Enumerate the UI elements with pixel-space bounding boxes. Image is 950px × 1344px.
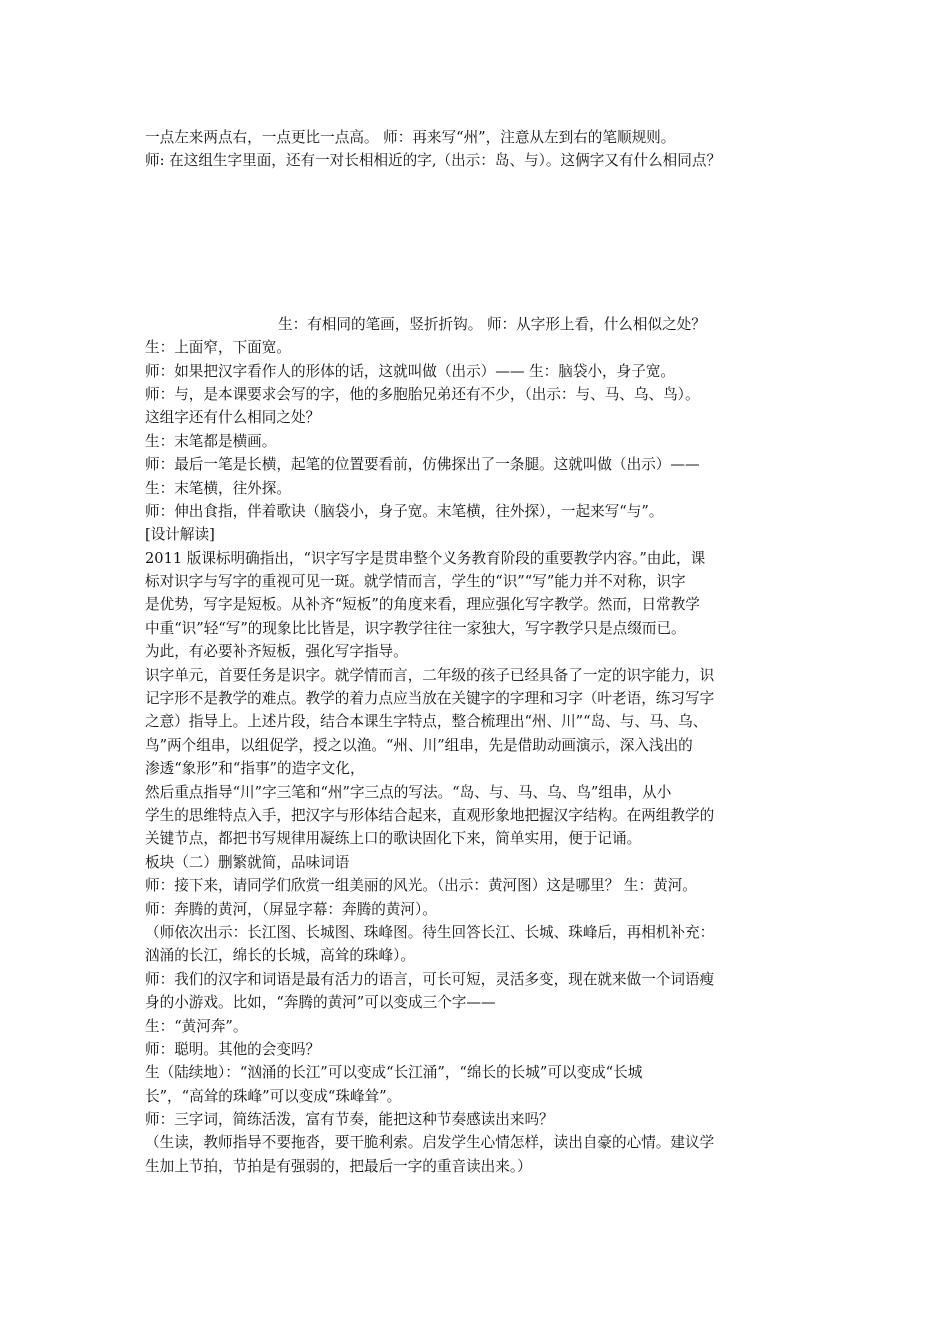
text-line: 生：末笔横，往外探。: [145, 479, 291, 497]
text-line: 汹涌的长江，绵长的长城，高耸的珠峰）。: [145, 947, 415, 965]
text-line: [设计解读]: [145, 526, 215, 544]
text-line: 是优势，写字是短板。从补齐“短板”的角度来看，理应强化写字教学。然而，日常教学: [145, 596, 700, 614]
text-line: 师：与，是本课要求会写的字，他的多胞胎兄弟还有不少，（出示：与、马、乌、鸟）。: [145, 385, 700, 403]
text-line: 标对识字与写字的重视可见一斑。就学情而言，学生的“识”“写”能力并不对称，识字: [145, 573, 686, 591]
text-line: 生：末笔都是横画。: [145, 432, 277, 450]
text-line: 师：最后一笔是长横，起笔的位置要看前，仿佛探出了一条腿。这就叫做（出示）——: [145, 456, 700, 474]
text-line: 一点左来两点右，一点更比一点高。 师：再来写“州”，注意从左到右的笔顺规则。: [145, 129, 676, 146]
text-line: 师：如果把汉字看作人的形体的话，这就叫做（出示）—— 生：脑袋小，身子宽。: [145, 362, 676, 380]
text-line: （生读，教师指导不要拖沓，要干脆利索。启发学生心情怎样，读出自豪的心情。建议学: [145, 1134, 715, 1152]
text-line: 关键节点，都把书写规律用凝练上口的歌诀固化下来，简单实用，便于记诵。: [145, 830, 642, 848]
text-line: 生：上面窄，下面宽。: [145, 339, 291, 357]
text-line: 师：聪明。其他的会变吗？: [145, 1040, 321, 1058]
text-line: 生加上节拍，节拍是有强弱的，把最后一字的重音读出来。）: [145, 1157, 532, 1175]
text-line: 然后重点指导“川”字三笔和“州”字三点的写法。“岛、与、马、乌、鸟”组串，从小: [145, 783, 672, 801]
text-line: 学生的思维特点入手，把汉字与形体结合起来，直观形象地把握汉字结构。在两组教学的: [145, 806, 715, 824]
text-line: 师：接下来，请同学们欣赏一组美丽的风光。（出示：黄河图）这是哪里？ 生：黄河。: [145, 877, 697, 895]
text-line: 之意）指导上。上述片段，结合本课生字特点，整合梳理出“州、川”“岛、与、马、乌、: [145, 713, 708, 731]
text-line: （师依次出示：长江图、长城图、珠峰图。待生回答长江、长城、珠峰后，再相机补充：: [145, 923, 715, 941]
text-line: 师: 在这组生字里面，还有一对长相相近的字,（出示：岛、与）。这俩字又有什么相同点？: [145, 152, 722, 170]
text-line: 师：我们的汉字和词语是最有活力的语言，可长可短，灵活多变，现在就来做一个词语瘦: [145, 970, 715, 988]
text-line: 生：“黄河奔”。: [145, 1017, 248, 1035]
text-line: 身的小游戏。比如，“奔腾的黄河”可以变成三个字——: [145, 994, 496, 1012]
text-line: 师：三字词，简练活泼，富有节奏，能把这种节奏感读出来吗？: [145, 1111, 554, 1129]
main-text-block: [145, 336, 820, 1178]
text-line: 记字形不是教学的难点。教学的着力点应当放在关键字的字理和习字（叶老语，练习写字: [145, 690, 715, 708]
text-line: 鸟”两个组串，以组促学，授之以渔。“州、川”组串，先是借助动画演示，深入浅出的: [145, 736, 693, 754]
text-line: 长”，“高耸的珠峰”可以变成“珠峰耸”。: [145, 1087, 402, 1105]
text-line: 这组字还有什么相同之处？: [145, 409, 321, 427]
document-body: [145, 126, 820, 1178]
text-line: 板块（二）删繁就简，品味词语: [145, 853, 350, 871]
text-line: 为此，有必要补齐短板，强化写字指导。: [145, 643, 408, 661]
text-line: 师：奔腾的黄河，（屏显字幕：奔腾的黄河）。: [145, 900, 437, 918]
text-line: 生：有相同的笔画，竖折折钩。 师：从字形上看，什么相似之处？: [278, 315, 706, 333]
text-line: 识字单元，首要任务是识字。就学情而言，二年级的孩子已经具备了一定的识字能力，识: [145, 666, 715, 684]
blank-space: [145, 173, 820, 313]
text-line: 2011 版课标明确指出，“识字写字是贯串整个义务教育阶段的重要教学内容。”由此，课: [145, 549, 706, 567]
text-line: 师：伸出食指，伴着歌诀（脑袋小，身子宽。末笔横，往外探），一起来写“与”。: [145, 502, 664, 520]
text-line: 中重“识”轻“写”的现象比比皆是，识字教学往往一家独大，写字教学只是点缀而已。: [145, 619, 686, 637]
text-line: 生（陆续地）：“汹涌的长江”可以变成“长江涌”，“绵长的长城”可以变成“长城: [145, 1064, 643, 1082]
text-line: 渗透“象形”和“指事”的造字文化，: [145, 760, 365, 778]
